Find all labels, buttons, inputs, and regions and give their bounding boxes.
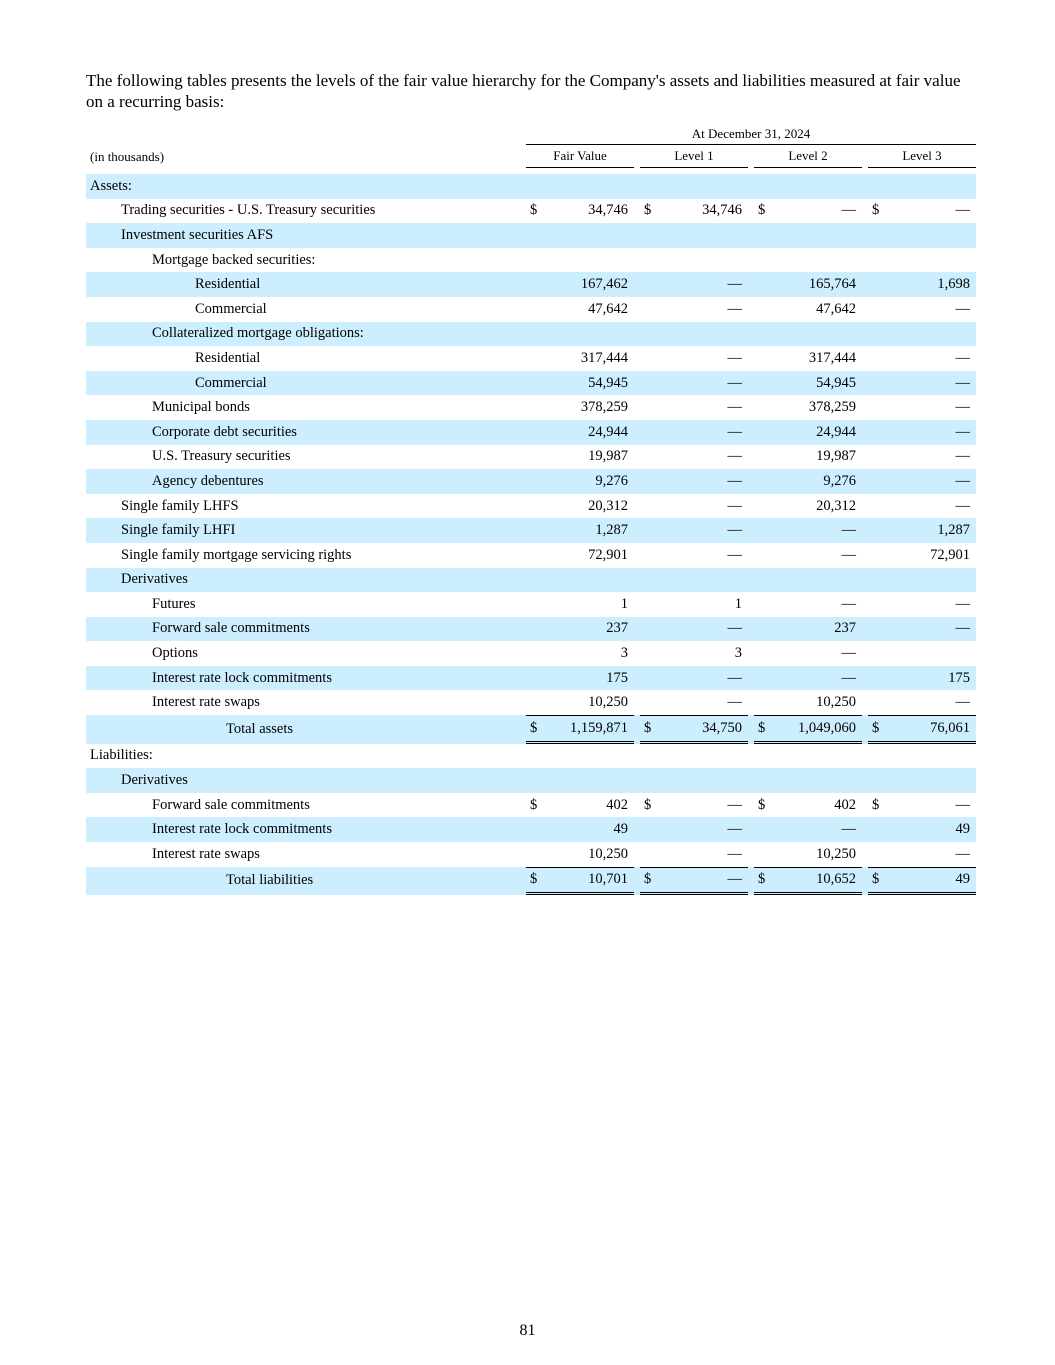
currency-symbol [640,445,662,470]
table-row [86,744,976,769]
cell-level-1: — [662,666,748,691]
row-label: Investment securities AFS [86,223,520,248]
cell-level-1: — [662,272,748,297]
cell-level-2 [776,174,862,199]
table-row [86,666,976,691]
cell-fair-value: 1,287 [548,518,634,543]
cell-fair-value: 34,746 [588,202,628,219]
cell-fair-value: 49 [548,817,634,842]
currency-symbol [754,445,776,470]
currency-symbol [754,420,776,445]
currency-symbol [868,469,890,494]
currency-symbol: $ [530,202,538,219]
cell-level-3 [890,744,976,769]
currency-symbol [754,469,776,494]
currency-symbol [868,395,890,420]
currency-symbol [754,817,776,842]
row-label: Assets: [86,174,520,199]
units-label: (in thousands) [90,148,165,164]
cell-level-1: — [727,845,742,862]
row-label: Derivatives [86,568,520,593]
cell-fair-value [548,568,634,593]
currency-symbol [526,666,548,691]
currency-symbol [868,666,890,691]
cell-level-2: 9,276 [776,469,862,494]
currency-symbol [640,272,662,297]
row-label: Forward sale commitments [152,796,310,813]
currency-symbol [868,518,890,543]
currency-symbol [640,297,662,322]
currency-symbol [754,543,776,568]
page-number: 81 [519,1322,536,1339]
cell-level-3 [890,223,976,248]
cell-level-1: — [662,371,748,396]
cell-level-1: — [727,694,742,711]
row-label: U.S. Treasury securities [152,448,291,465]
table-row [86,469,976,494]
table-row [86,641,976,666]
currency-symbol [754,223,776,248]
table-row [86,346,976,371]
cell-level-3: — [890,420,976,445]
currency-symbol [640,666,662,691]
currency-symbol: $ [640,867,662,896]
currency-symbol [526,568,548,593]
cell-level-3: 175 [890,666,976,691]
currency-symbol [754,518,776,543]
currency-symbol [526,817,548,842]
currency-symbol [754,641,776,666]
cell-level-2: 237 [776,617,862,642]
cell-level-1: — [662,420,748,445]
row-label: Interest rate swaps [152,694,260,711]
currency-symbol [754,768,776,793]
cell-level-2: — [841,595,856,612]
currency-symbol [526,395,548,420]
currency-symbol [640,568,662,593]
cell-level-2 [776,248,862,273]
row-label: Options [152,645,198,662]
row-label: Single family LHFI [86,518,520,543]
row-label: Interest rate lock commitments [86,666,520,691]
currency-symbol [640,641,662,666]
cell-level-2: 10,250 [816,845,856,862]
currency-symbol [526,592,548,617]
cell-fair-value: 175 [548,666,634,691]
currency-symbol [640,346,662,371]
cell-level-2: 378,259 [808,399,856,416]
currency-symbol [754,494,776,519]
currency-symbol [868,568,890,593]
row-label: Single family LHFS [121,497,239,514]
cell-level-3: 76,061 [890,715,976,744]
currency-symbol: $ [868,867,890,896]
table-row [86,272,976,297]
cell-level-1 [662,322,748,347]
currency-symbol [640,592,662,617]
row-label: Collateralized mortgage obligations: [86,322,520,347]
row-label: Mortgage backed securities: [152,251,316,268]
cell-level-1: — [727,546,742,563]
row-label: Municipal bonds [152,399,250,416]
cell-fair-value: 3 [620,645,628,662]
cell-fair-value: 378,259 [580,399,628,416]
currency-symbol [526,690,548,715]
cell-level-2: 317,444 [808,349,856,366]
row-label: Forward sale commitments [86,617,520,642]
cell-fair-value: 20,312 [588,497,628,514]
table-row [86,768,976,793]
cell-level-3: 1,698 [890,272,976,297]
row-label: Commercial [195,300,267,317]
currency-symbol [868,641,890,666]
currency-symbol [868,272,890,297]
cell-level-2: 54,945 [776,371,862,396]
currency-symbol: $ [868,715,890,744]
cell-level-2 [776,768,862,793]
currency-symbol [640,420,662,445]
currency-symbol [526,518,548,543]
cell-level-1: — [662,617,748,642]
cell-level-1: 1 [734,595,742,612]
currency-symbol [640,817,662,842]
currency-symbol [526,174,548,199]
table-row [86,842,976,867]
currency-symbol [640,543,662,568]
cell-level-2 [776,568,862,593]
fair-value-table [86,124,976,895]
cell-level-3: — [955,845,970,862]
currency-symbol [868,445,890,470]
cell-level-1: — [662,817,748,842]
currency-symbol [526,494,548,519]
cell-level-1 [662,174,748,199]
row-label: Interest rate lock commitments [86,817,520,842]
currency-symbol [868,617,890,642]
cell-level-2: 165,764 [776,272,862,297]
currency-symbol [868,543,890,568]
col-header-fair-value: Fair Value [526,145,634,168]
table-row [86,223,976,248]
total-row [86,867,976,896]
currency-symbol [526,641,548,666]
cell-level-3: — [955,796,970,813]
table-row [86,371,976,396]
table-row [86,199,976,224]
cell-level-3: — [955,202,970,219]
currency-symbol: $ [754,715,776,744]
table-row [86,793,976,818]
cell-level-3: — [955,448,970,465]
currency-symbol [868,346,890,371]
cell-level-1: — [727,497,742,514]
currency-symbol [754,617,776,642]
currency-symbol: $ [758,202,766,219]
cell-level-3: — [955,349,970,366]
cell-level-2: 47,642 [816,300,856,317]
cell-fair-value: 9,276 [548,469,634,494]
cell-level-1 [662,248,748,273]
currency-symbol [640,617,662,642]
cell-level-3: — [955,694,970,711]
cell-fair-value [548,174,634,199]
currency-symbol [640,223,662,248]
cell-fair-value: 167,462 [548,272,634,297]
row-label: Liabilities: [90,747,153,764]
cell-level-1: — [727,448,742,465]
currency-symbol [526,842,548,867]
currency-symbol [868,248,890,273]
period-header: At December 31, 2024 [526,124,976,145]
table-row [86,592,976,617]
currency-symbol [526,768,548,793]
currency-symbol [754,666,776,691]
cell-level-3: 49 [890,817,976,842]
currency-symbol [754,346,776,371]
currency-symbol [754,592,776,617]
cell-level-1: 3 [734,645,742,662]
cell-level-2: — [841,645,856,662]
table-row [86,690,976,715]
cell-level-1: 34,746 [702,202,742,219]
intro-paragraph: The following tables presents the levels of the fair value hierarchy for the Company's assets and liabilities measured at fair value on a recurring basis: [86,71,961,111]
cell-level-2: — [841,546,856,563]
cell-level-3: — [955,399,970,416]
cell-level-3 [890,568,976,593]
cell-level-2 [776,744,862,769]
cell-level-3: — [890,617,976,642]
currency-symbol [868,223,890,248]
table-row [86,248,976,273]
table-row [86,568,976,593]
table-row [86,445,976,470]
cell-level-3: 72,901 [930,546,970,563]
table-row [86,174,976,199]
cell-level-1 [662,768,748,793]
cell-fair-value: 10,250 [588,845,628,862]
row-label: Trading securities - U.S. Treasury securities [121,202,376,219]
currency-symbol [754,690,776,715]
currency-symbol: $ [644,202,652,219]
currency-symbol [754,248,776,273]
currency-symbol [868,297,890,322]
currency-symbol [640,248,662,273]
cell-level-3: 49 [890,867,976,896]
currency-symbol [640,744,662,769]
cell-level-2: 402 [834,796,856,813]
currency-symbol [526,469,548,494]
currency-symbol [526,744,548,769]
cell-level-1: — [727,300,742,317]
row-label: Agency debentures [86,469,520,494]
cell-level-3 [890,641,976,666]
currency-symbol [754,744,776,769]
cell-fair-value: 47,642 [588,300,628,317]
cell-level-3 [890,174,976,199]
currency-symbol [526,223,548,248]
cell-level-1 [662,568,748,593]
cell-level-1: — [662,518,748,543]
currency-symbol [526,272,548,297]
cell-fair-value: 54,945 [548,371,634,396]
col-header-level-2: Level 2 [754,145,862,168]
cell-level-2: 19,987 [816,448,856,465]
cell-level-1: — [727,796,742,813]
cell-level-2: — [776,518,862,543]
cell-fair-value: 19,987 [588,448,628,465]
currency-symbol: $ [644,796,652,813]
currency-symbol [868,592,890,617]
currency-symbol [868,817,890,842]
cell-level-2: — [776,666,862,691]
cell-level-2: 10,250 [816,694,856,711]
currency-symbol [526,322,548,347]
cell-level-1: — [727,349,742,366]
currency-symbol [868,744,890,769]
row-label: Derivatives [86,768,520,793]
cell-level-3 [890,768,976,793]
cell-level-2: 20,312 [816,497,856,514]
cell-level-3: — [955,497,970,514]
cell-fair-value [548,744,634,769]
cell-level-1 [662,223,748,248]
currency-symbol: $ [872,796,880,813]
cell-level-3: — [890,469,976,494]
cell-fair-value [548,322,634,347]
currency-symbol [640,395,662,420]
table-row [86,395,976,420]
currency-symbol [868,494,890,519]
table-row [86,420,976,445]
currency-symbol: $ [758,796,766,813]
currency-symbol [754,842,776,867]
currency-symbol [868,768,890,793]
row-label: Commercial [86,371,520,396]
currency-symbol [640,768,662,793]
currency-symbol [754,322,776,347]
currency-symbol [754,371,776,396]
currency-symbol: $ [526,867,548,896]
cell-fair-value: 10,250 [588,694,628,711]
currency-symbol [640,469,662,494]
row-label: Residential [86,272,520,297]
currency-symbol [640,494,662,519]
table-row [86,518,976,543]
cell-level-2: — [841,202,856,219]
currency-symbol [640,690,662,715]
currency-symbol [754,395,776,420]
currency-symbol: $ [530,796,538,813]
cell-level-1: — [662,867,748,896]
currency-symbol [754,272,776,297]
row-label: Futures [152,595,196,612]
cell-fair-value: 1,159,871 [548,715,634,744]
cell-fair-value [548,768,634,793]
col-header-level-1: Level 1 [640,145,748,168]
currency-symbol [526,445,548,470]
cell-level-2: 24,944 [776,420,862,445]
row-label: Interest rate swaps [152,845,260,862]
table-row [86,494,976,519]
currency-symbol [526,346,548,371]
table-row [86,617,976,642]
currency-symbol [868,322,890,347]
currency-symbol [868,371,890,396]
cell-fair-value: 72,901 [588,546,628,563]
table-row [86,322,976,347]
total-row [86,715,976,744]
cell-fair-value [548,248,634,273]
currency-symbol [640,174,662,199]
row-label: Total assets [86,715,520,744]
cell-level-1 [662,744,748,769]
col-header-level-3: Level 3 [868,145,976,168]
currency-symbol [754,297,776,322]
cell-level-3 [890,322,976,347]
cell-level-2 [776,322,862,347]
currency-symbol [640,371,662,396]
cell-level-1: 34,750 [662,715,748,744]
cell-fair-value [548,223,634,248]
row-label: Total liabilities [86,867,520,896]
currency-symbol [526,371,548,396]
cell-level-3: — [955,300,970,317]
row-label: Corporate debt securities [86,420,520,445]
currency-symbol [868,690,890,715]
cell-level-3: — [955,595,970,612]
cell-level-2: 1,049,060 [776,715,862,744]
cell-level-3 [890,248,976,273]
currency-symbol [526,248,548,273]
currency-symbol [526,420,548,445]
cell-fair-value: 24,944 [548,420,634,445]
currency-symbol [754,568,776,593]
row-label: Residential [195,349,261,366]
table-row [86,543,976,568]
currency-symbol [526,543,548,568]
cell-fair-value: 10,701 [548,867,634,896]
currency-symbol [526,617,548,642]
currency-symbol: $ [526,715,548,744]
cell-level-2: — [776,817,862,842]
cell-level-1: — [662,469,748,494]
cell-level-1: — [727,399,742,416]
table-row [86,817,976,842]
cell-fair-value: 237 [548,617,634,642]
currency-symbol: $ [640,715,662,744]
cell-fair-value: 1 [620,595,628,612]
currency-symbol: $ [872,202,880,219]
cell-level-2 [776,223,862,248]
cell-fair-value: 317,444 [580,349,628,366]
cell-fair-value: 402 [606,796,628,813]
currency-symbol [640,842,662,867]
currency-symbol: $ [754,867,776,896]
currency-symbol [868,842,890,867]
currency-symbol [640,322,662,347]
currency-symbol [754,174,776,199]
cell-level-3: 1,287 [890,518,976,543]
table-row [86,297,976,322]
row-label: Single family mortgage servicing rights [121,546,352,563]
currency-symbol [640,518,662,543]
currency-symbol [526,297,548,322]
currency-symbol [868,174,890,199]
currency-symbol [868,420,890,445]
cell-level-3: — [890,371,976,396]
cell-level-2: 10,652 [776,867,862,896]
